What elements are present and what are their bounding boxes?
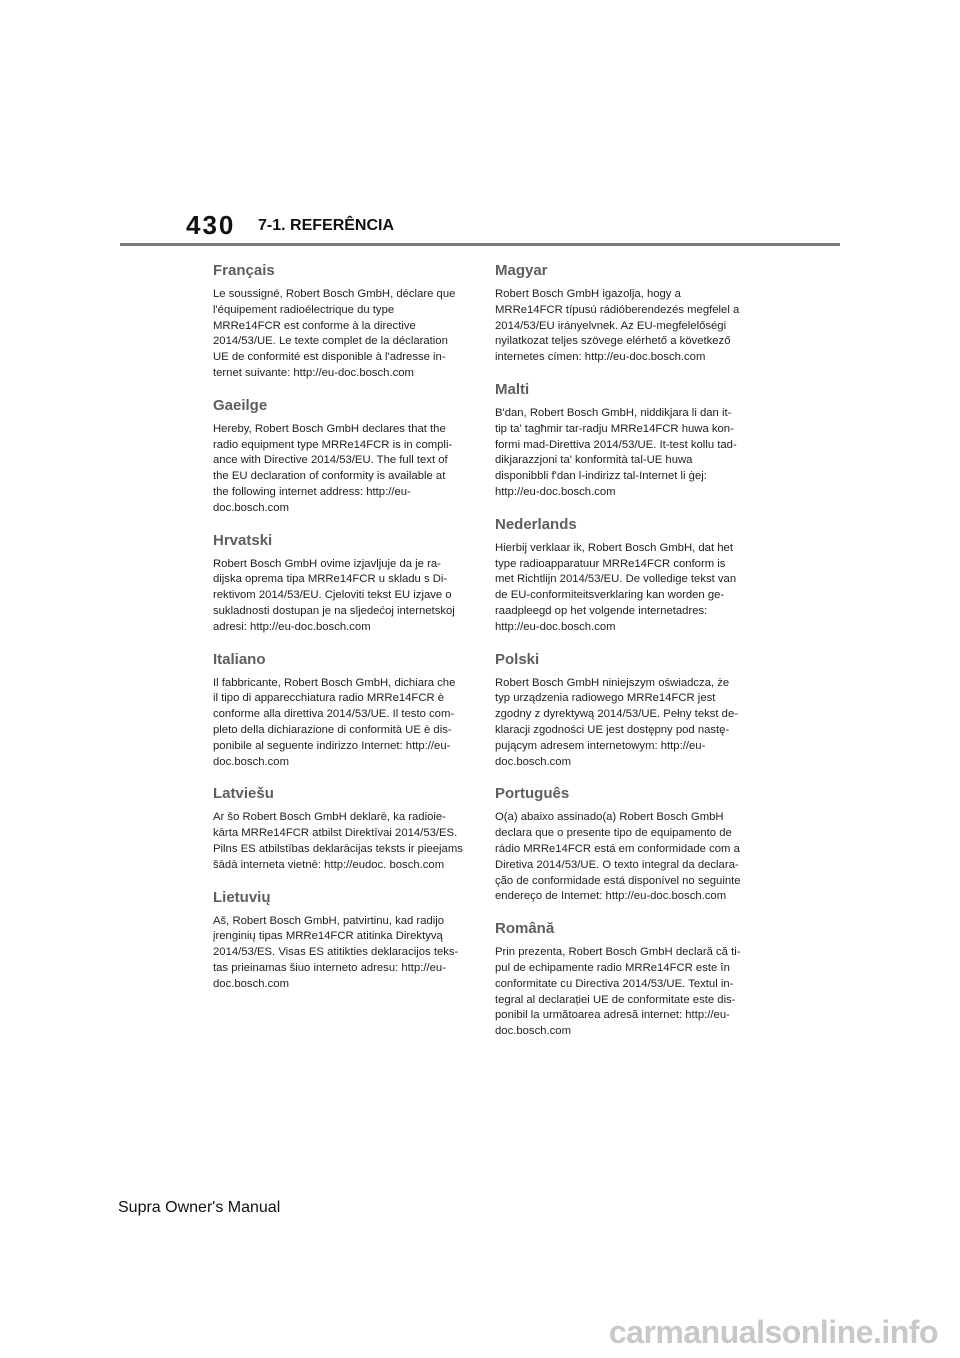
watermark-text: carmanualsonline.info — [608, 1314, 938, 1350]
declaration-text: Robert Bosch GmbH igazolja, hogy a MRRe14FCR típusú rádióberendezés megfelel a 2014/53/EU irányelvnek. Az EU-megfelelőségi nyilatkozat teljes szövege elérhető a következő internetes címen: http://eu-doc.bosch.com — [495, 288, 740, 364]
declaration-text: O(a) abaixo assinado(a) Robert Bosch GmbH declara que o presente tipo de equipamento de rádio MRRe14FCR está em conformidade com a Diretiva 2014/53/UE. O texto integral da declara- ção de conformidade está disponível no seguinte endereço de Internet: http://eu-doc.bosch.com — [495, 811, 741, 903]
lang-heading: Magyar — [495, 262, 548, 279]
lang-heading: Français — [213, 262, 275, 279]
lang-heading: Latviešu — [213, 785, 274, 803]
lang-block-malti — [495, 381, 750, 501]
declaration-text: Robert Bosch GmbH niniejszym oświadcza, że typ urządzenia radiowego MRRe14FCR jest zgodny z dyrektywą 2014/53/UE. Pełny tekst de- klaracji zgodności UE jest dostępny pod nastę- pującym adresem internetowym: http://eu- doc.bosch.com — [495, 676, 739, 768]
lang-heading: Hrvatski — [213, 531, 273, 549]
lang-block-hrvatski — [213, 532, 468, 636]
lang-block-gaeilge — [213, 397, 468, 517]
lang-heading: Polski — [495, 650, 540, 668]
page-header — [0, 0, 960, 250]
lang-block-portugues — [495, 785, 750, 905]
left-column — [213, 262, 468, 1008]
lang-block-polski — [495, 651, 750, 771]
declaration-text: Le soussigné, Robert Bosch GmbH, déclare que l'équipement radioélectrique du type MRRe14FCR est conforme à la directive 2014/53/UE. Le texte complet de la déclaration UE de conformité est disponible à l'adresse in- ternet suivante: http://eu-doc.bosch.com — [213, 288, 456, 379]
lang-heading: Malti — [495, 380, 530, 398]
lang-heading: Português — [495, 785, 570, 803]
lang-block-lietuviu — [213, 889, 468, 993]
lang-heading: Lietuvių — [213, 888, 271, 906]
lang-heading: Gaeilge — [213, 396, 268, 414]
lang-block-francais — [213, 262, 468, 382]
section-title: 7-1. REFERÊNCIA — [258, 217, 395, 234]
declaration-text: Prin prezenta, Robert Bosch GmbH declară că ti- pul de echipamente radio MRRe14FCR este în conformitate cu Directiva 2014/53/UE. Textul in- tegral al declarației UE de conformitate este dis- ponibil la următoarea adresă internet: http://eu- doc.bosch.com — [495, 946, 741, 1038]
declaration-text: B'dan, Robert Bosch GmbH, niddikjara li dan it- tip ta' tagħmir tar-radju MRRe14FCR huwa kon- formi mad-Direttiva 2014/53/UE. It-test kollu tad- dikjarazzjoni ta' konformità tal-UE huwa disponibbli f'dan l-indirizz tal-Internet li ġej: http://eu-doc.bosch.com — [495, 406, 737, 498]
lang-heading: Nederlands — [495, 515, 577, 533]
declaration-text: Hereby, Robert Bosch GmbH declares that the radio equipment type MRRe14FCR is in compli- ance with Directive 2014/53/EU. The full text of the EU declaration of conformity is available at the following internet address: http://eu- doc.bosch.com — [213, 422, 453, 514]
lang-heading: Italiano — [213, 650, 266, 668]
declaration-text: Hierbij verklaar ik, Robert Bosch GmbH, dat het type radioapparatuur MRRe14FCR conform is met Richtlijn 2014/53/EU. De volledige tekst van de EU-conformiteitsverklaring kan worden ge- raadpleegd op het volgende internetadres: http://eu-doc.bosch.com — [495, 541, 737, 633]
lang-block-nederlands — [495, 516, 750, 636]
lang-block-magyar — [495, 262, 750, 366]
declaration-text: Robert Bosch GmbH ovime izjavljuje da je ra- dijska oprema tipa MRRe14FCR u skladu s Di- rektivom 2014/53/EU. Cjeloviti tekst EU izjave o sukladnosti dostupan je na sljedećoj internetskoj adresi: http://eu-doc.bosch.com — [213, 557, 455, 633]
header-divider — [120, 243, 840, 246]
declaration-text: Aš, Robert Bosch GmbH, patvirtinu, kad radijo įrenginių tipas MRRe14FCR atitinka Direktyvą 2014/53/ES. Visas ES atitikties deklaracijos teks- tas prieinamas šiuo interneto adresu: http://eu- doc.bosch.com — [213, 914, 459, 990]
lang-block-romana — [495, 920, 750, 1040]
declaration-text: Il fabbricante, Robert Bosch GmbH, dichiara che il tipo di apparecchiatura radio MRRe14FCR è conforme alla direttiva 2014/53/UE. Il testo com- pleto della dichiarazione di conformità UE è dis- ponibile al seguente indirizzo Internet: http://eu- doc.bosch.com — [213, 676, 456, 768]
manual-title: Supra Owner's Manual — [118, 1199, 281, 1216]
page-number: 430 — [186, 210, 236, 240]
lang-block-italiano — [213, 651, 468, 771]
lang-block-latviesu — [213, 785, 468, 873]
declaration-text: Ar šo Robert Bosch GmbH deklarē, ka radioie- kārta MRRe14FCR atbilst Direktīvai 2014/53/ES. Pilns ES atbilstības deklarācijas teksts ir pieejams šādā interneta vietnē: http://eudoc. bosch.com — [213, 811, 463, 871]
lang-heading: Română — [495, 920, 555, 938]
right-column — [495, 262, 750, 1055]
